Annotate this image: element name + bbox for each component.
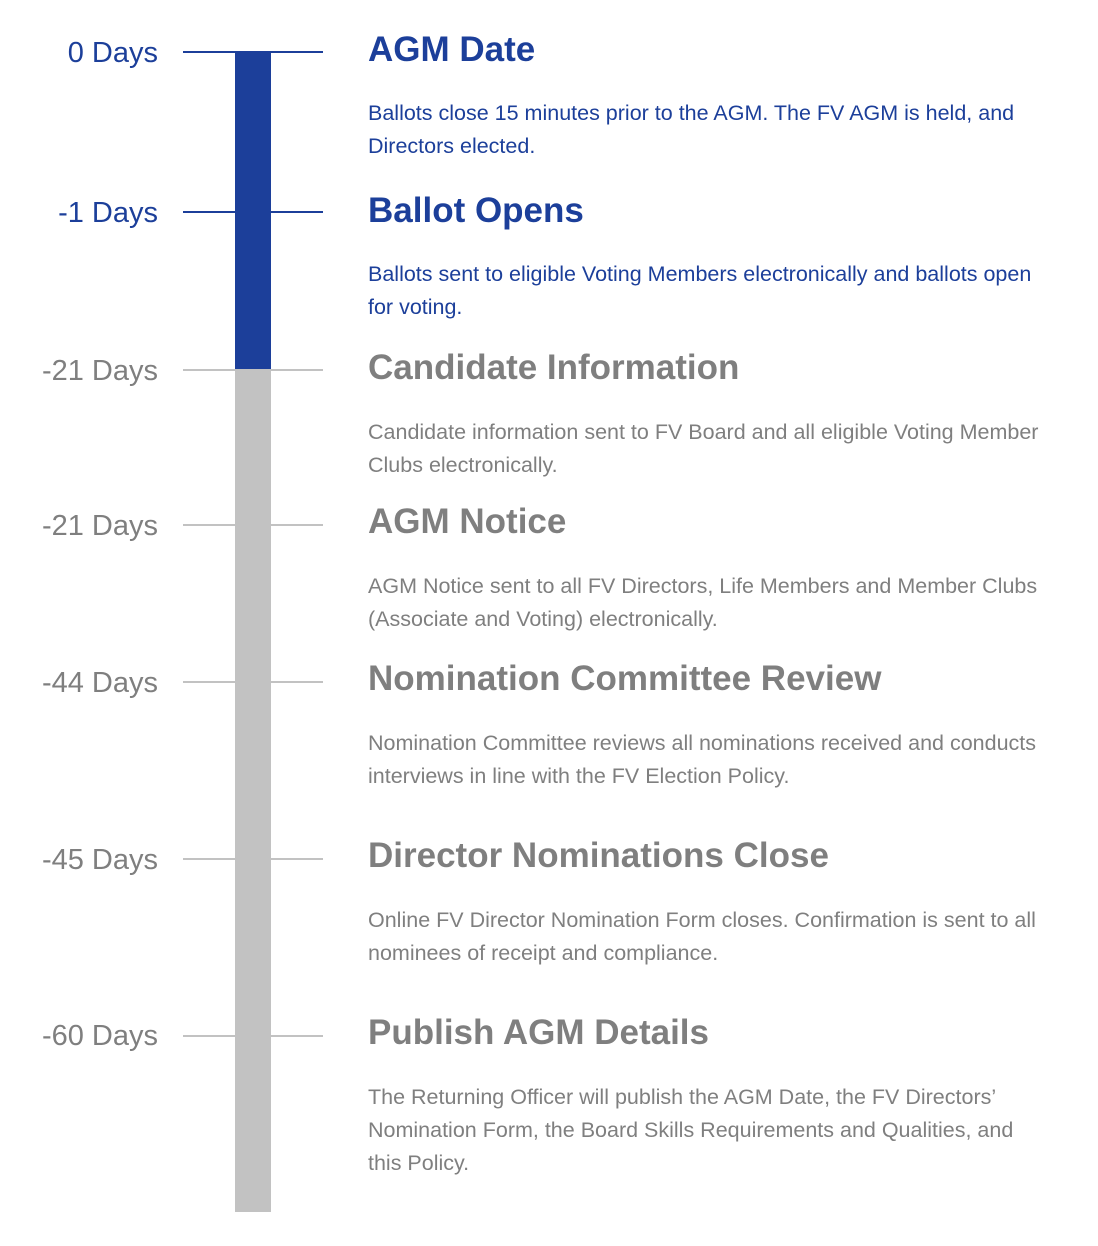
tick-mark [183,681,323,683]
tick-mark [183,211,323,213]
event-title: AGM Date [368,30,536,69]
tick-mark [183,369,323,371]
event-description: Ballots sent to eligible Voting Members electronically and ballots open for voting. [368,262,1032,319]
day-label: -45 Days [41,844,158,876]
event-description: Nomination Committee reviews all nominations received and conducts interviews in line with the FV Election Policy. [368,731,1037,788]
event-title: Director Nominations Close [368,836,829,875]
day-label: 0 Days [67,37,158,69]
day-label: -21 Days [41,355,158,387]
day-label: -44 Days [41,667,158,699]
event-title: Ballot Opens [368,191,584,230]
day-label: -1 Days [58,197,158,229]
tick-mark [183,524,323,526]
tick-mark [183,858,323,860]
event-title: AGM Notice [368,502,567,541]
timeline-bar-upcoming [235,370,271,1212]
day-label: -60 Days [41,1020,158,1052]
event-title: Publish AGM Details [368,1013,709,1052]
event-description: Ballots close 15 minutes prior to the AGM. The FV AGM is held, and Directors elected. [368,101,1015,158]
event-description: The Returning Officer will publish the AGM Date, the FV Directors’ Nomination Form, the Board Skills Requirements and Qualities, and this Policy. [368,1085,1014,1175]
event-description: Online FV Director Nomination Form closes. Confirmation is sent to all nominees of receipt and compliance. [368,908,1036,965]
tick-mark [183,1035,323,1037]
event-description: AGM Notice sent to all FV Directors, Life Members and Member Clubs (Associate and Voting) electronically. [368,574,1038,631]
event-description: Candidate information sent to FV Board and all eligible Voting Member Clubs electronically. [368,420,1039,477]
event-title: Candidate Information [368,348,740,387]
day-label: -21 Days [41,510,158,542]
tick-mark [183,51,323,53]
event-title: Nomination Committee Review [368,659,882,698]
